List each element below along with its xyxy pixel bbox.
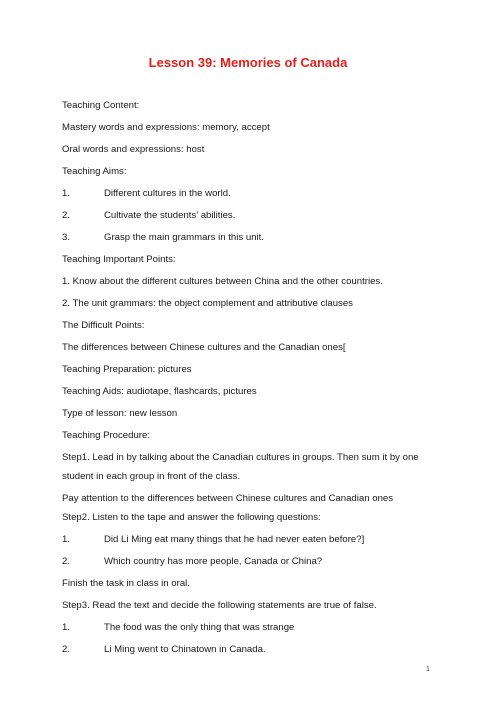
question-number: 2. xyxy=(62,556,71,567)
aim-text: Grasp the main grammars in this unit. xyxy=(104,232,264,243)
important-points-label: Teaching Important Points: xyxy=(62,254,176,265)
question-text: Which country has more people, Canada or China? xyxy=(104,556,323,567)
step2-line: Step2. Listen to the tape and answer the following questions: xyxy=(62,512,321,523)
step3-line: Step3. Read the text and decide the following statements are true of false. xyxy=(62,600,377,611)
important-point-1: 1. Know about the different cultures between China and the other countries. xyxy=(62,276,383,287)
important-point-2: 2. The unit grammars: the object complement and attributive clauses xyxy=(62,298,353,309)
step1-continuation: student in each group in front of the class. xyxy=(62,471,241,482)
lesson-type-line: Type of lesson: new lesson xyxy=(62,408,178,419)
finish-task-line: Finish the task in class in oral. xyxy=(62,578,190,589)
aim-number: 2. xyxy=(62,210,71,221)
question-number: 1. xyxy=(62,534,71,545)
difficult-point-text: The differences between Chinese cultures and the Canadian ones[ xyxy=(62,342,346,353)
document-title: Lesson 39: Memories of Canada xyxy=(148,55,348,70)
mastery-words-line: Mastery words and expressions: memory, accept xyxy=(62,122,270,133)
step1-line: Step1. Lead in by talking about the Canadian cultures in groups. Then sum it by one xyxy=(62,452,419,463)
attention-line: Pay attention to the differences between Chinese cultures and Canadian ones xyxy=(62,493,394,504)
aim-text: Different cultures in the world. xyxy=(104,188,231,199)
aim-text: Cultivate the students’ abilities. xyxy=(104,210,236,221)
statement-number: 1. xyxy=(62,622,71,633)
difficult-points-label: The Difficult Points: xyxy=(62,320,145,331)
page-number: 1 xyxy=(426,666,430,673)
oral-words-line: Oral words and expressions: host xyxy=(62,144,205,155)
aids-line: Teaching Aids: audiotape, flashcards, pictures xyxy=(62,386,257,397)
procedure-label: Teaching Procedure: xyxy=(62,430,150,441)
aim-number: 1. xyxy=(62,188,71,199)
question-text: Did Li Ming eat many things that he had never eaten before?] xyxy=(104,534,365,545)
statement-number: 2. xyxy=(62,644,71,655)
aim-number: 3. xyxy=(62,232,71,243)
teaching-aims-label: Teaching Aims: xyxy=(62,166,127,177)
statement-text: Li Ming went to Chinatown in Canada. xyxy=(104,644,266,655)
teaching-content-label: Teaching Content: xyxy=(62,100,140,111)
preparation-line: Teaching Preparation: pictures xyxy=(62,364,192,375)
statement-text: The food was the only thing that was strange xyxy=(104,622,295,633)
